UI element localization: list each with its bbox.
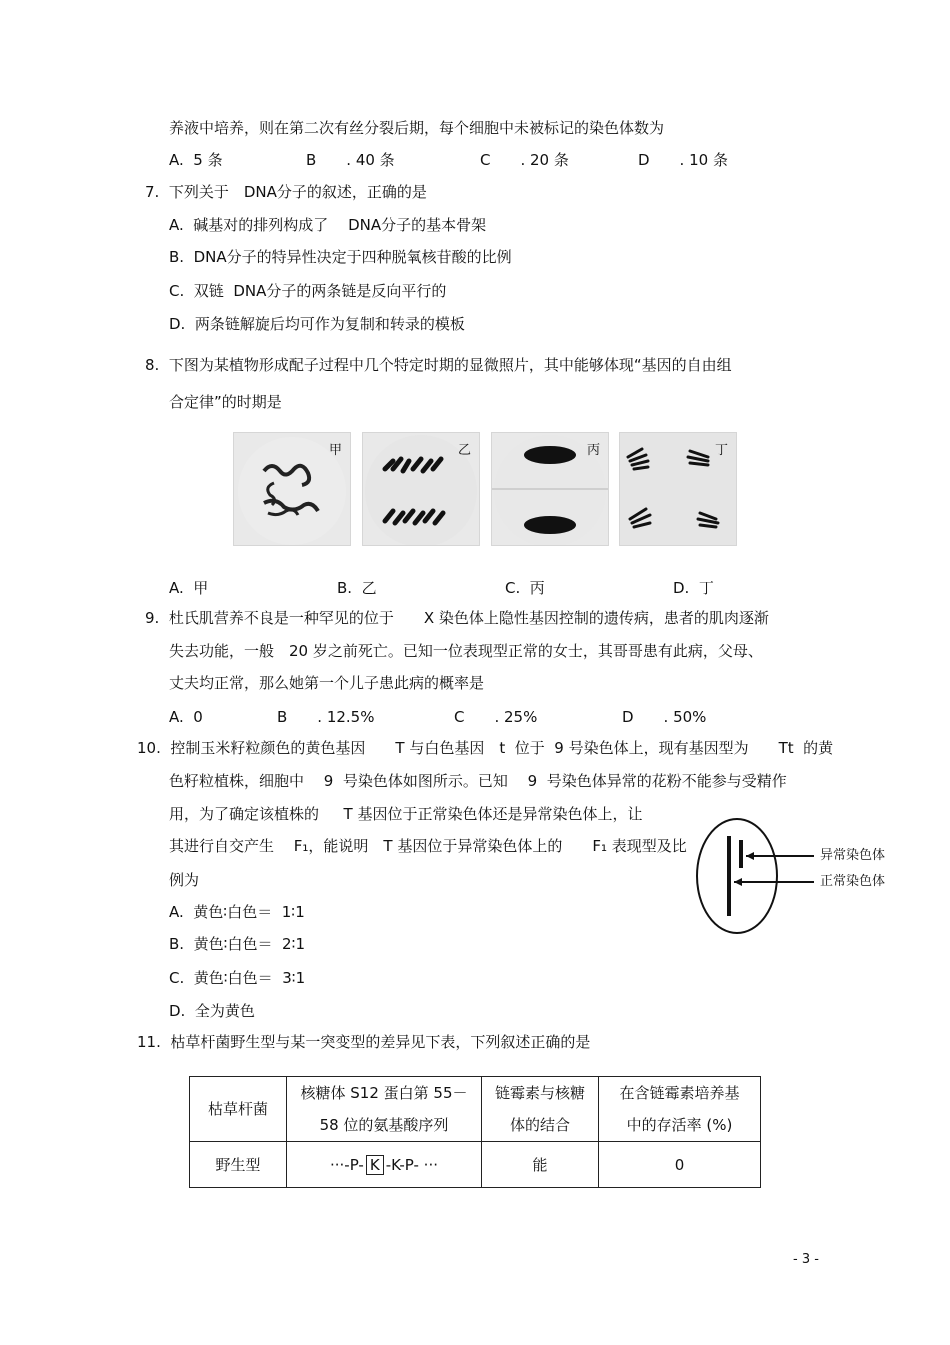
q6-continuation: 养液中培养，则在第二次有丝分裂后期，每个细胞中未被标记的染色体数为 (169, 119, 665, 137)
q10-option-a: A. 黄色∶白色＝ 1∶1 (169, 903, 305, 921)
q8-option-c: C. 丙 (505, 579, 545, 597)
q6-option-c: C . 20 条 (480, 151, 569, 169)
q7-option-c: C. 双链 DNA分子的两条链是反向平行的 (169, 282, 447, 300)
row-wildtype-survival: 0 (599, 1142, 761, 1188)
micrograph-yi (362, 432, 480, 546)
q11-stem: 11. 枯草杆菌野生型与某一突变型的差异见下表，下列叙述正确的是 (137, 1033, 591, 1051)
table-header-row (190, 1077, 761, 1142)
row-wildtype-sequence (287, 1142, 482, 1188)
header-survival-line2: 中的存活率 (%) (626, 1116, 733, 1134)
header-binding-line2: 体的结合 (509, 1116, 570, 1134)
q10-stem-line1: 10. 控制玉米籽粒颜色的黄色基因 T 与白色基因 t 位于 9 号染色体上，现有基因型为 Tt 的黄 (137, 739, 834, 757)
seq-after: -K-P- ··· (385, 1155, 438, 1174)
q9-stem-line2: 失去功能，一般 20 岁之前死亡。已知一位表现型正常的女士，其哥哥患有此病，父母、 (169, 642, 763, 660)
q8-option-a: A. 甲 (169, 579, 209, 597)
q7-stem: 7. 下列关于 DNA分子的叙述，正确的是 (145, 183, 427, 201)
row-wildtype-binding: 能 (482, 1142, 599, 1188)
micrograph-bing (491, 432, 609, 546)
table-row (190, 1142, 761, 1188)
q9-stem-line3: 丈夫均正常，那么她第一个儿子患此病的概率是 (169, 674, 485, 692)
q7-option-d: D. 两条链解旋后均可作为复制和转录的模板 (169, 315, 465, 333)
photo-label-bing: 丙 (586, 443, 600, 458)
q10-option-b: B. 黄色∶白色＝ 2∶1 (169, 935, 306, 953)
seq-boxed-residue: K (366, 1155, 384, 1175)
q9-option-b: B . 12.5% (277, 708, 375, 726)
micrograph-jia (233, 432, 351, 546)
header-binding (482, 1077, 599, 1142)
q10-option-d: D. 全为黄色 (169, 1002, 255, 1020)
q9-option-c: C . 25% (454, 708, 538, 726)
q8-option-b: B. 乙 (337, 579, 377, 597)
q8-stem-line2: 合定律”的时期是 (169, 393, 282, 411)
header-survival-line1: 在含链霉素培养基 (619, 1084, 740, 1102)
q7-option-a: A. 碱基对的排列构成了 DNA分子的基本骨架 (169, 216, 487, 234)
label-abnormal-chromosome: 异常染色体 (820, 848, 886, 863)
q8-option-d: D. 丁 (673, 579, 714, 597)
q6-option-d: D . 10 条 (638, 151, 728, 169)
header-survival (599, 1077, 761, 1142)
label-normal-chromosome: 正常染色体 (820, 874, 886, 889)
micrograph-ding (619, 432, 737, 546)
page-number: - 3 - (793, 1252, 819, 1267)
photo-label-yi: 乙 (457, 443, 471, 458)
q10-stem-line4: 其进行自交产生 F₁，能说明 T 基因位于异常染色体上的 F₁ 表现型及比 (169, 837, 687, 855)
q6-option-a: A. 5 条 (169, 151, 223, 169)
header-binding-line1: 链霉素与核糖 (494, 1084, 585, 1102)
q9-stem-line1: 9. 杜氏肌营养不良是一种罕见的位于 X 染色体上隐性基因控制的遗传病，患者的肌肉逐渐 (145, 609, 769, 627)
q11-table (189, 1076, 761, 1188)
header-sequence (287, 1077, 482, 1142)
photo-label-ding: 丁 (714, 443, 728, 458)
header-sequence-line1: 核糖体 S12 蛋白第 55－ (300, 1084, 468, 1102)
q6-option-b: B . 40 条 (306, 151, 395, 169)
q10-stem-line2: 色籽粒植株，细胞中 9 号染色体如图所示。已知 9 号染色体异常的花粉不能参与受精作 (169, 772, 787, 790)
header-bacterium: 枯草杆菌 (190, 1077, 287, 1142)
q7-option-b: B. DNA分子的特异性决定于四种脱氧核苷酸的比例 (169, 248, 512, 266)
q9-option-a: A. 0 (169, 708, 203, 726)
photo-label-jia: 甲 (328, 443, 342, 458)
q10-stem-line3: 用，为了确定该植株的 T 基因位于正常染色体还是异常染色体上，让 (169, 805, 643, 823)
q8-stem-line1: 8. 下图为某植物形成配子过程中几个特定时期的显微照片，其中能够体现“基因的自由组 (145, 356, 732, 374)
q10-stem-line5: 例为 (169, 871, 200, 889)
row-wildtype-name: 野生型 (190, 1142, 287, 1188)
q9-option-d: D . 50% (622, 708, 707, 726)
header-sequence-line2: 58 位的氨基酸序列 (319, 1116, 449, 1134)
q10-option-c: C. 黄色∶白色＝ 3∶1 (169, 969, 306, 987)
seq-before: ···-P- (330, 1155, 364, 1174)
